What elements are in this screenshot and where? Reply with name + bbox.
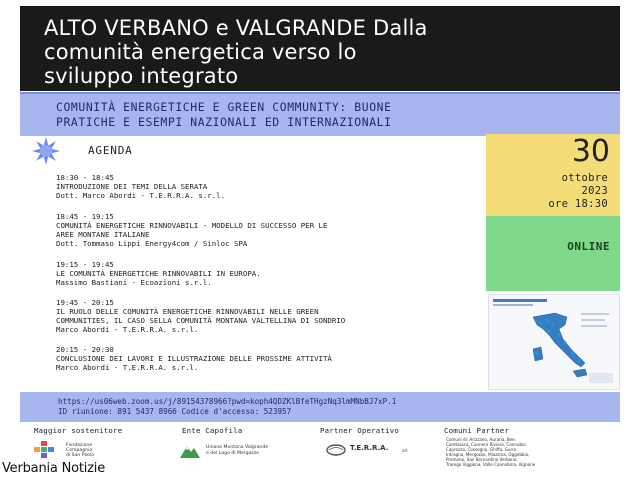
- meeting-info-band: [20, 392, 620, 422]
- sponsor-logo-line-2: Compagnia: [66, 448, 93, 453]
- image-caption: Verbania Notizie: [2, 461, 106, 476]
- partners-line-2: Cambiasca, Cannero Riviera, Cannobio: [446, 442, 526, 447]
- partners-heading: Comuni Partner: [444, 426, 510, 435]
- sponsor-heading: Maggior sostenitore: [34, 426, 123, 435]
- partners-line-6: Trarego Viggiona, Valle Cannobina, Vignone: [446, 462, 536, 467]
- poster-subtitle-line-2: PRATICHE E ESEMPI NAZIONALI ED INTERNAZIONALI: [56, 115, 392, 129]
- date-panel: [486, 134, 620, 216]
- mountain-logo-icon: [180, 442, 200, 458]
- agenda-item-3-speaker: Massimo Bastiani - Ecoazioni s.r.l.: [56, 278, 212, 287]
- meeting-id-text: ID riunione: 891 5437 8966 Codice d'accesso: 523957: [58, 407, 292, 416]
- agenda-item-1-speaker: Dott. Marco Abordi - T.E.R.R.A. s.r.l.: [56, 191, 226, 200]
- agenda-item-3-time: 19:15 - 19:45: [56, 260, 114, 269]
- agenda-item-1-title: INTRODUZIONE DEI TEMI DELLA SERATA: [56, 182, 208, 191]
- date-time: ore 18:30: [548, 198, 608, 210]
- meeting-url-link[interactable]: https://us06web.zoom.us/j/89154378966?pwd=koph4QDZKlBfeTHgzNq3lmMNbBJ7xP.1: [58, 397, 397, 406]
- poster-title-block: [20, 6, 620, 91]
- date-year: 2023: [581, 185, 608, 197]
- online-label: ONLINE: [567, 240, 610, 253]
- terra-logo-text: T.E.R.R.A.: [350, 444, 389, 452]
- poster-title-line-3: sviluppo integrato: [44, 64, 239, 88]
- agenda-item-2-title-line-1: COMUNITÀ ENERGETICHE RINNOVABILI - MODELLO DI SUCCESSO PER LE: [56, 221, 328, 230]
- lead-heading: Ente Capofila: [182, 426, 243, 435]
- online-panel: [486, 216, 620, 291]
- italy-map-image: [488, 294, 620, 390]
- lead-logo-line-2: e del Lago di Mergozzo: [206, 451, 259, 456]
- sponsor-logo-icon: [34, 441, 54, 459]
- date-day: 30: [571, 134, 610, 169]
- partners-line-1: Comuni di: Arizzano, Aurano, Bee,: [446, 437, 516, 442]
- date-month: ottobre: [561, 172, 608, 184]
- agenda-item-4-title-line-1: IL RUOLO DELLE COMUNITÀ ENERGETICHE RINNOVABILI NELLE GREEN: [56, 307, 319, 316]
- agenda-item-3-title: LE COMUNITÀ ENERGETICHE RINNOVABILI IN EUROPA.: [56, 269, 261, 278]
- agenda-item-5-title: CONCLUSIONE DEI LAVORI E ILLUSTRAZIONE DELLE PROSSIME ATTIVITÀ: [56, 354, 332, 363]
- agenda-item-2-title-line-2: AREE MONTANE ITALIANE: [56, 230, 150, 239]
- terra-logo-icon: [326, 444, 346, 456]
- partners-line-5: Premeno, San Bernardino Verbano,: [446, 457, 518, 462]
- event-poster: [20, 6, 620, 467]
- agenda-item-4-speaker: Marco Abordi - T.E.R.R.A. s.r.l.: [56, 325, 199, 334]
- sponsor-logo-line-3: di San Paolo: [66, 453, 95, 458]
- agenda-item-4-title-line-2: COMMUNITIES, IL CASO SELLA COMUNITÀ MONTANA VALTELLINA DI SONDRIO: [56, 316, 346, 325]
- italy-map-icon: [489, 295, 619, 389]
- sponsor-logo-line-1: Fondazione: [66, 443, 93, 448]
- partners-line-3: Caprezzo, Cossogno, Ghiffa, Gurro: [446, 447, 517, 452]
- poster-title-line-2: comunità energetica verso lo: [44, 40, 357, 64]
- poster-subtitle-band: [20, 92, 620, 136]
- agenda-item-2-speaker: Dott. Tommaso Lippi Energy4com / Sinloc SPA: [56, 239, 248, 248]
- agenda-item-4-time: 19:45 - 20:15: [56, 298, 114, 307]
- sun-icon: [32, 137, 60, 165]
- agenda-item-5-speaker: Marco Abordi - T.E.R.R.A. s.r.l.: [56, 363, 199, 372]
- operative-heading: Partner Operativo: [320, 426, 400, 435]
- partners-line-4: Intragna, Mergozzo, Miazzina, Oggebbio,: [446, 452, 530, 457]
- poster-subtitle-line-1: COMUNITÀ ENERGETICHE E GREEN COMMUNITY: BUONE: [56, 100, 392, 114]
- poster-title-line-1: ALTO VERBANO e VALGRANDE Dalla: [44, 16, 428, 40]
- agenda-item-2-time: 18:45 - 19:15: [56, 212, 114, 221]
- agenda-item-5-time: 20:15 - 20:30: [56, 345, 114, 354]
- agenda-item-1-time: 18:30 - 18:45: [56, 173, 114, 182]
- lead-logo-line-1: Unione Montana Valgrande: [206, 445, 269, 450]
- terra-logo-suffix: srl: [402, 449, 408, 454]
- agenda-heading: AGENDA: [88, 144, 133, 157]
